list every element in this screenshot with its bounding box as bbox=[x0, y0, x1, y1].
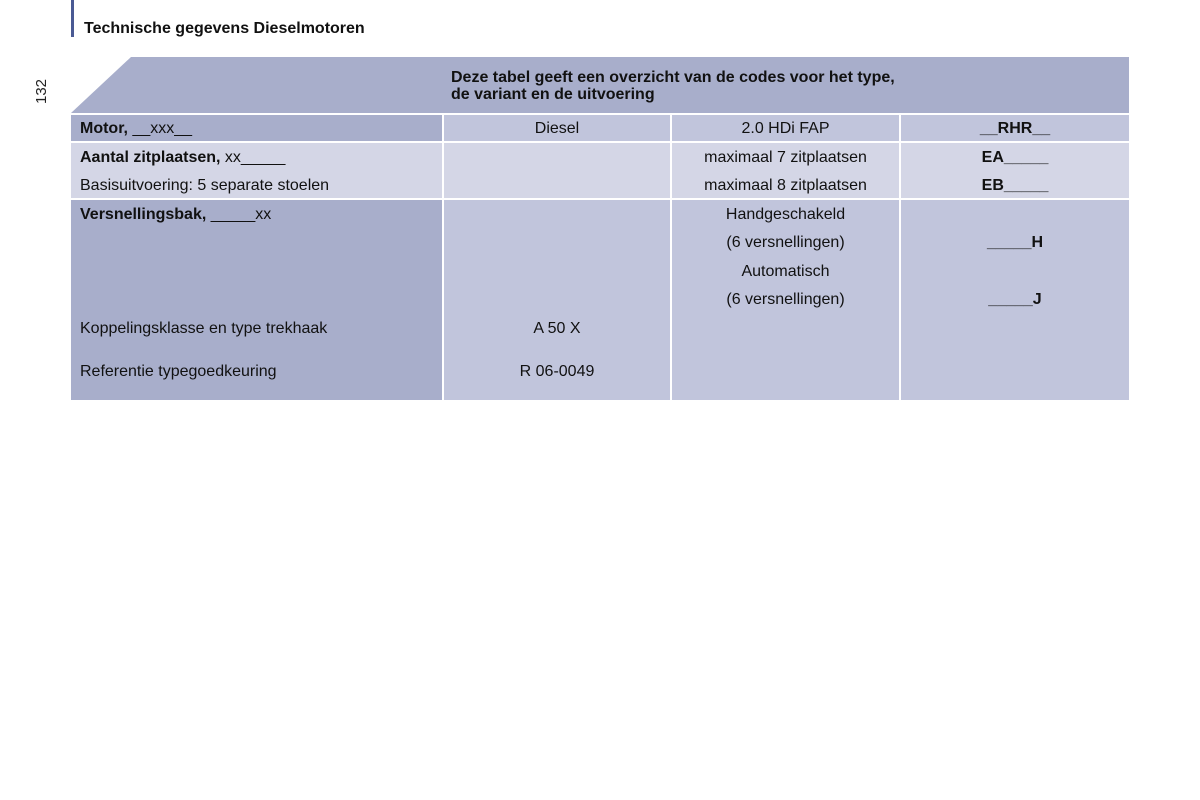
clutch-label: Koppelingsklasse en type trekhaak bbox=[80, 320, 328, 337]
gearbox-label: Versnellingsbak, _____xx bbox=[80, 206, 272, 223]
gearbox-manual-code: _____H bbox=[986, 234, 1044, 251]
gearbox-auto-code: _____J bbox=[988, 291, 1042, 308]
table-header-line-2: de variant en de uitvoering bbox=[451, 86, 655, 103]
section-marker-bar bbox=[71, 0, 74, 37]
seats-label: Aantal zitplaatsen, xx_____ bbox=[80, 149, 286, 166]
gearbox-manual-detail: (6 versnellingen) bbox=[726, 234, 845, 251]
motor-fuel: Diesel bbox=[534, 120, 580, 137]
section-title: Technische gegevens Dieselmotoren bbox=[84, 20, 365, 37]
motor-label: Motor, __xxx__ bbox=[80, 120, 193, 137]
seats-sub-label: Basisuitvoering: 5 separate stoelen bbox=[80, 177, 330, 194]
seats-empty-cell bbox=[444, 143, 670, 198]
motor-engine: 2.0 HDi FAP bbox=[741, 120, 830, 137]
seats-code-1: EA_____ bbox=[981, 149, 1049, 166]
table-header-line-1: Deze tabel geeft een overzicht van de codes voor het type, bbox=[451, 69, 895, 86]
gearbox-manual: Handgeschakeld bbox=[725, 206, 846, 223]
page-number: 132 bbox=[33, 78, 50, 104]
gearbox-auto-detail: (6 versnellingen) bbox=[726, 291, 845, 308]
seats-option-2: maximaal 8 zitplaatsen bbox=[704, 177, 867, 194]
table-header-text bbox=[451, 69, 1091, 103]
approval-label: Referentie typegoedkeuring bbox=[80, 363, 277, 380]
seats-code-2: EB_____ bbox=[981, 177, 1049, 194]
motor-code: __RHR__ bbox=[979, 120, 1051, 137]
seats-option-1: maximaal 7 zitplaatsen bbox=[704, 149, 867, 166]
clutch-value: A 50 X bbox=[533, 320, 581, 337]
gearbox-auto: Automatisch bbox=[741, 263, 830, 280]
approval-value: R 06-0049 bbox=[519, 363, 595, 380]
